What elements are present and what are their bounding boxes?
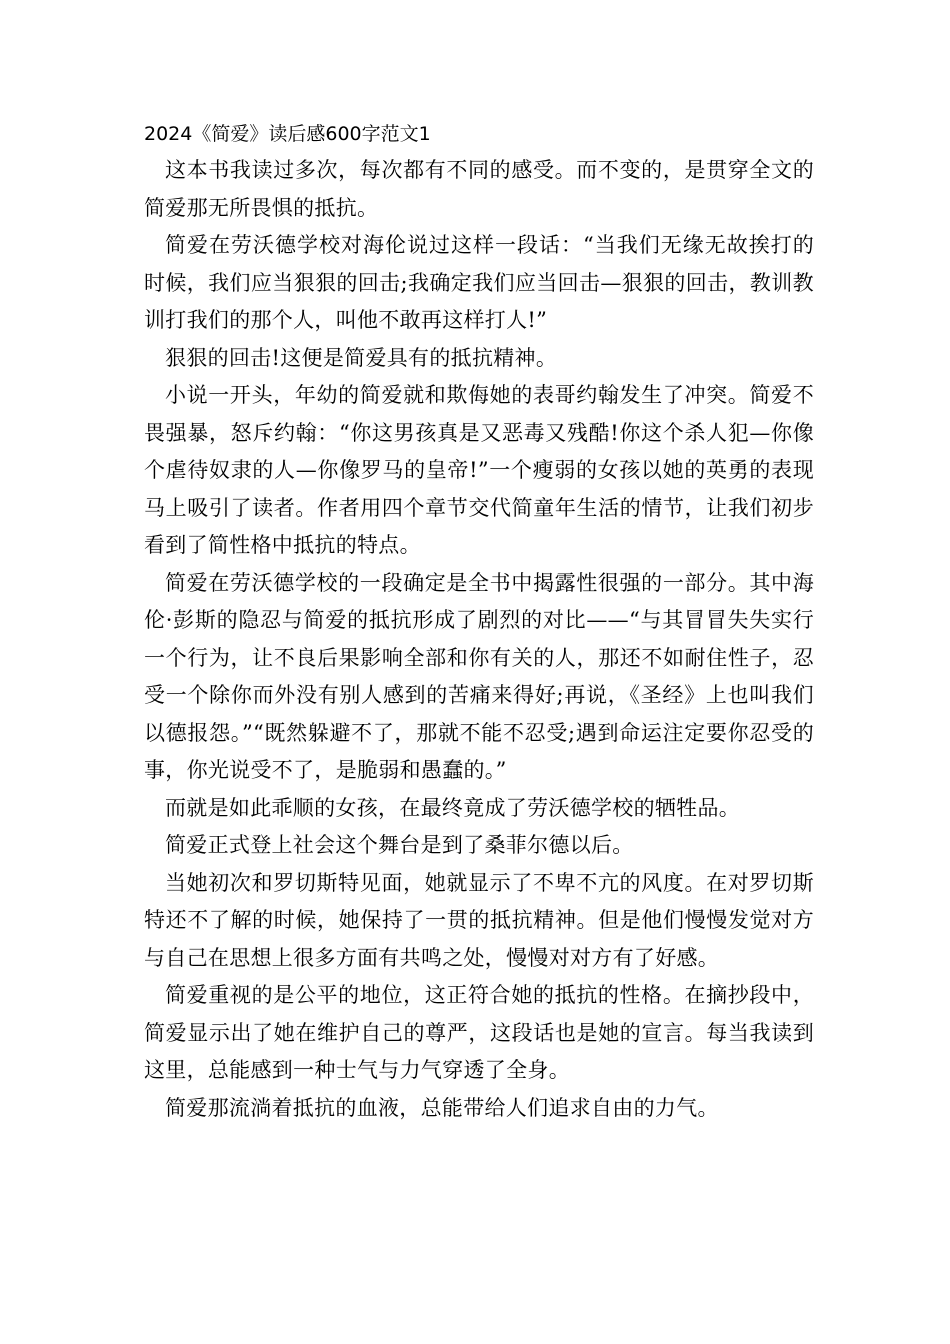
paragraph: 当她初次和罗切斯特见面，她就显示了不卑不亢的风度。在对罗切斯特还不了解的时候，她保持了一贯的抵抗精神。但是他们慢慢发觉对方与自己在思想上很多方面有共鸣之处，慢慢对对方有了好感。 bbox=[144, 870, 814, 970]
paragraph: 简爱在劳沃德学校的一段确定是全书中揭露性很强的一部分。其中海伦·彭斯的隐忍与简爱的抵抗形成了剧烈的对比——“与其冒冒失失实行一个行为，让不良后果影响全部和你有关的人，那还不如耐住性子，忍受一个除你而外没有别人感到的苦痛来得好;再说，《圣经》上也叫我们以德报怨。”“既然躲避不了，那就不能不忍受;遇到命运注定要你忍受的事，你光说受不了，是脆弱和愚蠢的。” bbox=[144, 570, 814, 782]
paragraph: 简爱那流淌着抵抗的血液，总能带给人们追求自由的力气。 bbox=[165, 1095, 719, 1120]
document-page bbox=[144, 120, 814, 1127]
paragraph: 简爱在劳沃德学校对海伦说过这样一段话：“当我们无缘无故挨打的时候，我们应当狠狠的回击;我确定我们应当回击—狠狠的回击，教训教训打我们的那个人，叫他不敢再这样打人!” bbox=[144, 233, 814, 332]
paragraph: 而就是如此乖顺的女孩，在最终竟成了劳沃德学校的牺牲品。 bbox=[165, 795, 741, 820]
paragraph: 狠狠的回击!这便是简爱具有的抵抗精神。 bbox=[165, 345, 558, 370]
paragraph: 简爱正式登上社会这个舞台是到了桑菲尔德以后。 bbox=[165, 833, 634, 857]
paragraph: 这本书我读过多次，每次都有不同的感受。而不变的，是贯穿全文的简爱那无所畏惧的抵抗。 bbox=[144, 158, 814, 220]
paragraph: 小说一开头，年幼的简爱就和欺侮她的表哥约翰发生了冲突。简爱不畏强暴，怒斥约翰：“你这男孩真是又恶毒又残酷!你这个杀人犯—你像个虐待奴隶的人—你像罗马的皇帝!”一个瘦弱的女孩以她的英勇的表现马上吸引了读者。作者用四个章节交代简童年生活的情节，让我们初步看到了简性格中抵抗的特点。 bbox=[144, 383, 814, 557]
document-title: 2024《简爱》读后感600字范文1 bbox=[144, 123, 431, 145]
paragraph: 简爱重视的是公平的地位，这正符合她的抵抗的性格。在摘抄段中，简爱显示出了她在维护自己的尊严，这段话也是她的宣言。每当我读到这里，总能感到一种士气与力气穿透了全身。 bbox=[144, 983, 814, 1082]
